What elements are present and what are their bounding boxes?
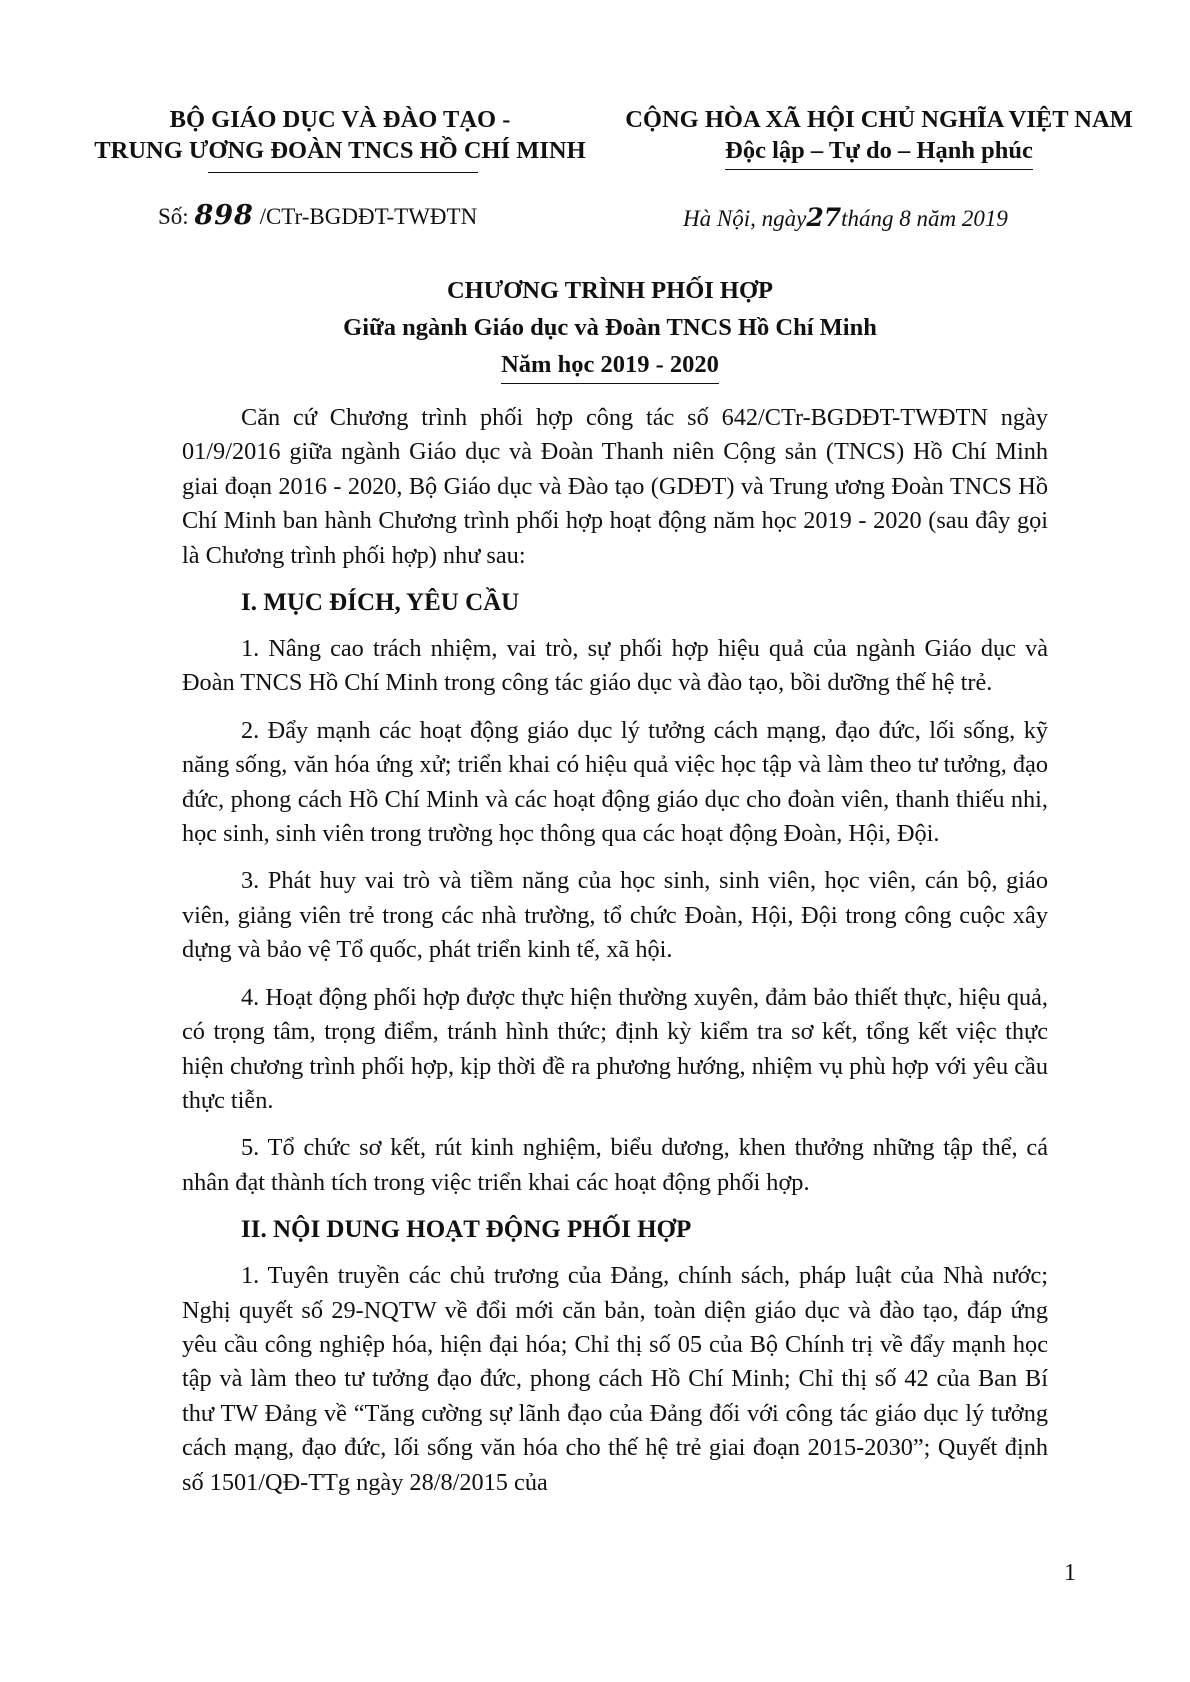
section-1-item: 5. Tổ chức sơ kết, rút kinh nghiệm, biểu dương, khen thưởng những tập thể, cá nhân đạt thành tích trong việc triển khai các hoạt động phối hợp.	[182, 1134, 1048, 1196]
issuer-underline	[208, 172, 478, 173]
motto: Độc lập – Tự do – Hạnh phúc	[725, 135, 1033, 170]
section-1-item: 3. Phát huy vai trò và tiềm năng của học sinh, sinh viên, học viên, cán bộ, giáo viên, giảng viên trẻ trong các nhà trường, tổ chức Đoàn, Hội, Đội trong công cuộc xây dựng và bảo vệ Tổ quốc, phát triển kinh tế, xã hội.	[182, 867, 1048, 964]
issuer-block	[80, 104, 600, 166]
date-suffix: tháng 8 năm 2019	[841, 206, 1008, 231]
issuer-line-2: TRUNG ƯƠNG ĐOÀN TNCS HỒ CHÍ MINH	[94, 137, 586, 164]
date-line	[683, 203, 1008, 232]
document-body	[182, 401, 1048, 1513]
doc-number-handwritten: 898	[194, 200, 254, 231]
date-day-handwritten: 27	[806, 203, 842, 232]
section-1-item: 1. Nâng cao trách nhiệm, vai trò, sự phối hợp hiệu quả của ngành Giáo dục và Đoàn TNCS Hồ Chí Minh trong công tác giáo dục và đào tạo, bồi dưỡng thế hệ trẻ.	[182, 635, 1048, 697]
document-number	[158, 200, 477, 231]
document-title	[80, 272, 1140, 384]
title-line-1: CHƯƠNG TRÌNH PHỐI HỢP	[446, 277, 773, 304]
section-1-item: 4. Hoạt động phối hợp được thực hiện thường xuyên, đảm bảo thiết thực, hiệu quả, có trọng tâm, trọng điểm, tránh hình thức; định kỳ kiểm tra sơ kết, tổng kết việc thực hiện chương trình phối hợp, kịp thời đề ra phương hướng, nhiệm vụ phù hợp với yêu cầu thực tiễn.	[182, 983, 1048, 1114]
national-motto-block	[614, 104, 1144, 170]
doc-number-suffix: /CTr-BGDĐT-TWĐTN	[259, 204, 478, 229]
section-1-heading: I. MỤC ĐÍCH, YÊU CẦU	[241, 589, 520, 617]
section-2-item: 1. Tuyên truyền các chủ trương của Đảng, chính sách, pháp luật của Nhà nước; Nghị quyết số 29-NQTW về đổi mới căn bản, toàn diện giáo dục và đào tạo, đáp ứng yêu cầu công nghiệp hóa, hiện đại hóa; Chỉ thị số 05 của Bộ Chính trị về đẩy mạnh học tập và làm theo tư tưởng đạo đức, phong cách Hồ Chí Minh; Chỉ thị số 42 của Ban Bí thư TW Đảng về “Tăng cường sự lãnh đạo của Đảng đối với công tác giáo dục lý tưởng cách mạng, đạo đức, lối sống văn hóa cho thế hệ trẻ giai đoạn 2015-2030”; Quyết định số 1501/QĐ-TTg ngày 28/8/2015 của	[182, 1262, 1048, 1496]
issuer-line-1: BỘ GIÁO DỤC VÀ ĐÀO TẠO -	[169, 106, 511, 133]
doc-number-prefix: Số:	[158, 204, 189, 229]
intro-paragraph: Căn cứ Chương trình phối hợp công tác số 642/CTr-BGDĐT-TWĐTN ngày 01/9/2016 giữa ngành Giáo dục và Đoàn Thanh niên Cộng sản (TNCS) Hồ Chí Minh giai đoạn 2016 - 2020, Bộ Giáo dục và Đào tạo (GDĐT) và Trung ương Đoàn TNCS Hồ Chí Minh ban hành Chương trình phối hợp hoạt động năm học 2019 - 2020 (sau đây gọi là Chương trình phối hợp) như sau:	[182, 404, 1048, 569]
section-1-item: 2. Đẩy mạnh các hoạt động giáo dục lý tưởng cách mạng, đạo đức, lối sống, kỹ năng sống, văn hóa ứng xử; triển khai có hiệu quả việc học tập và làm theo tư tưởng, đạo đức, phong cách Hồ Chí Minh và các hoạt động giáo dục cho đoàn viên, thanh thiếu nhi, học sinh, sinh viên trong trường học thông qua các hoạt động Đoàn, Hội, Đội.	[182, 716, 1048, 848]
date-prefix: Hà Nội, ngày	[683, 206, 807, 231]
title-line-2: Giữa ngành Giáo dục và Đoàn TNCS Hồ Chí Minh	[343, 314, 877, 341]
page-number: 1	[1064, 1560, 1076, 1586]
country-name: CỘNG HÒA XÃ HỘI CHỦ NGHĨA VIỆT NAM	[625, 106, 1133, 133]
section-2-heading: II. NỘI DUNG HOẠT ĐỘNG PHỐI HỢP	[241, 1216, 692, 1244]
title-line-3: Năm học 2019 - 2020	[501, 350, 719, 384]
